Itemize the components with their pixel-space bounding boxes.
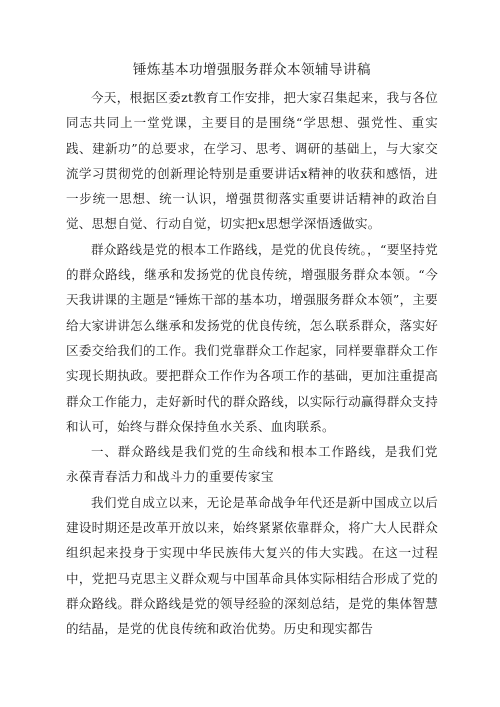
paragraph-mass-line: 群众路线是党的根本工作路线，是党的优良传统。，“要坚持党的群众路线，继承和发扬党的优良传统，增强服务群众本领。“今天我讲课的主题是“锤炼干部的基本功，增强服务群众本领”，主要给大家讲讲怎么继承和发扬党的优良传统，怎么联系群众，落实好区委交给我们的工作。我们党靠群众工作起家，同样要靠群众工作实现长期执政。要把群众工作作为各项工作的基础，更加注重提高群众工作能力，走好新时代的群众路线，以实际行动赢得群众支持和认可，始终与群众保持鱼水关系、血肉联系。 (66, 241, 438, 434)
section-heading-1: 一、群众路线是我们党的生命线和根本工作路线，是我们党永葆青春活力和战斗力的重要传家宝 (66, 444, 438, 485)
paragraph-history: 我们党自成立以来，无论是革命战争年代还是新中国成立以后建设时期还是改革开放以来，始终紧紧依靠群众，将广大人民群众组织起来投身于实现中华民族伟大复兴的伟大实践。在这一过程中，党把马克思主义群众观与中国革命具体实际相结合形成了党的群众路线。群众路线是党的领导经验的深刻总结，是党的集体智慧的结晶，是党的优良传统和政治优势。历史和现实都告 (66, 494, 438, 637)
paragraph-intro: 今天，根据区委zt教育工作安排，把大家召集起来，我与各位同志共同上一堂党课，主要目的是围绕“学思想、强党性、重实践、建新功”的总要求，在学习、思考、调研的基础上，与大家交流学习贯彻党的创新理论特别是重要讲话x精神的收获和感悟，进一步统一思想、统一认识，增强贯彻落实重要讲话精神的政治自觉、思想自觉、行动自觉，切实把x思想学深悟透做实。 (66, 90, 438, 232)
document-page (66, 57, 438, 642)
document-title: 锤炼基本功增强服务群众本领辅导讲稿 (133, 62, 371, 78)
